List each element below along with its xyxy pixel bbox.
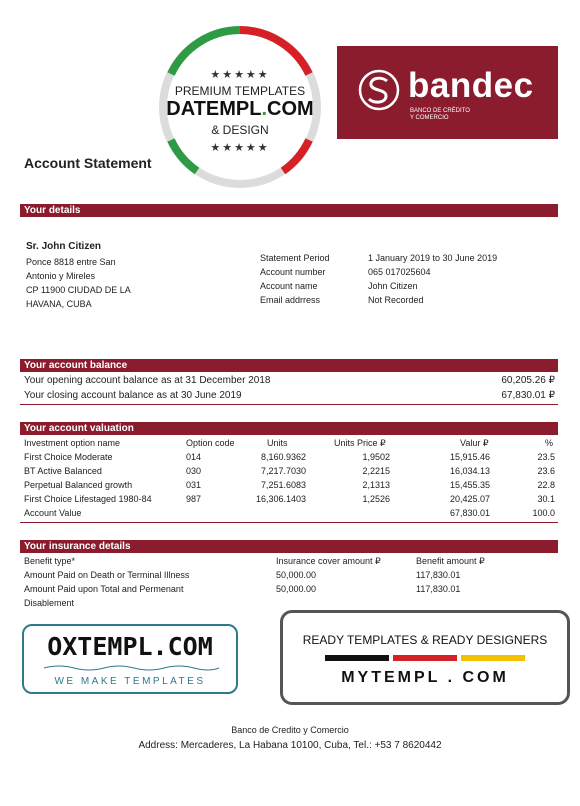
account-name-value: John Citizen [368,281,418,291]
row2-code: 030 [186,466,202,476]
watermark-line3: & DESIGN [211,123,269,137]
row3-pct: 22.8 [537,480,555,490]
row1-price: 1,9502 [362,452,390,462]
insurance-row2-continuation: Disablement [24,598,75,608]
watermark-line2-b: COM [267,98,314,120]
valuation-header-code: Option code [186,438,235,448]
row1-code: 014 [186,452,202,462]
row2-units: 7,217.7030 [260,466,306,476]
section-details-bar: Your details [20,204,558,217]
page-title: Account Statement [24,155,152,171]
row4-pct: 30.1 [537,494,555,504]
oxtempl-watermark [22,624,238,694]
balance-rule [20,404,558,405]
insurance-row2-type: Amount Paid upon Total and Permenant [24,584,184,594]
mytempl-tagline: READY TEMPLATES & READY DESIGNERS [302,633,548,647]
closing-balance-label: Your closing account balance as at 30 June 2019 [24,390,242,401]
mytempl-title: MYTEMPL . COM [341,669,509,686]
account-value-pct: 100.0 [532,508,555,518]
customer-name: Sr. John Citizen [26,241,102,252]
insurance-header-cover: Insurance cover amount ₽ [276,556,381,566]
row2-name: BT Active Balanced [24,466,102,476]
statement-period-value: 1 January 2019 to 30 June 2019 [368,253,498,263]
watermark-stars-top: ★★★★★ [210,69,270,81]
row1-pct: 23.5 [537,452,555,462]
footer-bank-name: Banco de Credito y Comercio [231,725,349,735]
row4-price: 1,2526 [362,494,390,504]
customer-address-line3: CP 11900 CIUDAD DE LA [26,285,131,295]
watermark-stars-bottom: ★★★★★ [210,142,270,154]
insurance-header-type: Benefit type* [24,556,76,566]
row3-units: 7,251.6083 [260,480,306,490]
email-value: Not Recorded [368,295,424,305]
valuation-header-price: Units Price ₽ [334,438,386,448]
insurance-row1-type: Amount Paid on Death or Terminal Illness [24,570,190,580]
email-label: Email addrress [260,295,321,305]
row1-name: First Choice Moderate [24,452,113,462]
insurance-row2-cover: 50,000.00 [276,584,317,594]
statement-period-label: Statement Period [260,253,330,263]
customer-address-line2: Antonio y Mireles [26,271,96,281]
section-valuation-bar: Your account valuation [20,422,558,435]
valuation-header-value: Valur ₽ [460,438,489,448]
opening-balance-label: Your opening account balance as at 31 December 2018 [24,375,271,386]
insurance-row2-benefit: 117,830.01 [416,584,461,594]
insurance-row1-benefit: 117,830.01 [416,570,461,580]
oxtempl-tagline: WE MAKE TEMPLATES [54,676,206,687]
account-value-label: Account Value [24,508,82,518]
row3-code: 031 [186,480,202,490]
account-number-value: 065 017025604 [368,267,431,277]
mytempl-flag-red [393,655,457,661]
row4-value: 20,425.07 [449,494,490,504]
section-insurance-bar: Your insurance details [20,540,558,553]
watermark-line1: PREMIUM TEMPLATES [174,84,306,98]
insurance-header-benefit: Benefit amount ₽ [416,556,485,566]
row3-value: 15,455.35 [449,480,490,490]
oxtempl-wave [24,664,236,672]
row4-name: First Choice Lifestaged 1980-84 [24,494,152,504]
row2-pct: 23.6 [537,466,555,476]
row2-value: 16,034.13 [449,466,490,476]
mytempl-watermark [280,610,570,705]
row1-value: 15,915.46 [449,452,490,462]
mytempl-flag-black [325,655,389,661]
bank-logo-sub2: Y COMERCIO [410,115,449,121]
watermark-line2-a: DATEMPL [166,98,262,120]
footer-address: Address: Mercaderes, La Habana 10100, Cuba, Tel.: +53 7 8620442 [138,740,442,751]
account-value-total: 67,830.01 [449,508,490,518]
valuation-rule [20,522,558,523]
valuation-header-units: Units [267,438,288,448]
bank-logo-name: bandec [408,66,534,105]
insurance-row1-cover: 50,000.00 [276,570,317,580]
bank-logo-icon [357,68,401,112]
row2-price: 2,2215 [362,466,390,476]
section-balance-bar: Your account balance [20,359,558,372]
valuation-header-pct: % [545,438,554,448]
watermark-line2-dot: . [261,98,268,120]
datempl-watermark [157,24,323,190]
row1-units: 8,160.9362 [260,452,306,462]
customer-address-line4: HAVANA, CUBA [26,299,92,309]
oxtempl-title: OXTEMPL.COM [47,632,213,661]
mytempl-flag-gold [461,655,525,661]
closing-balance-value: 67,830.01 ₽ [501,390,555,401]
valuation-header-name: Investment option name [24,438,121,448]
account-name-label: Account name [260,281,318,291]
row3-price: 2,1313 [362,480,390,490]
row4-units: 16,306.1403 [255,494,306,504]
row3-name: Perpetual Balanced growth [24,480,133,490]
opening-balance-value: 60,205.26 ₽ [501,375,555,386]
row4-code: 987 [186,494,202,504]
customer-address-line1: Ponce 8818 entre San [26,257,116,267]
bank-logo-sub1: BANCO DE CRÉDITO [410,108,470,114]
bank-logo [337,46,558,139]
account-number-label: Account number [260,267,326,277]
watermark-line2 [157,98,323,121]
